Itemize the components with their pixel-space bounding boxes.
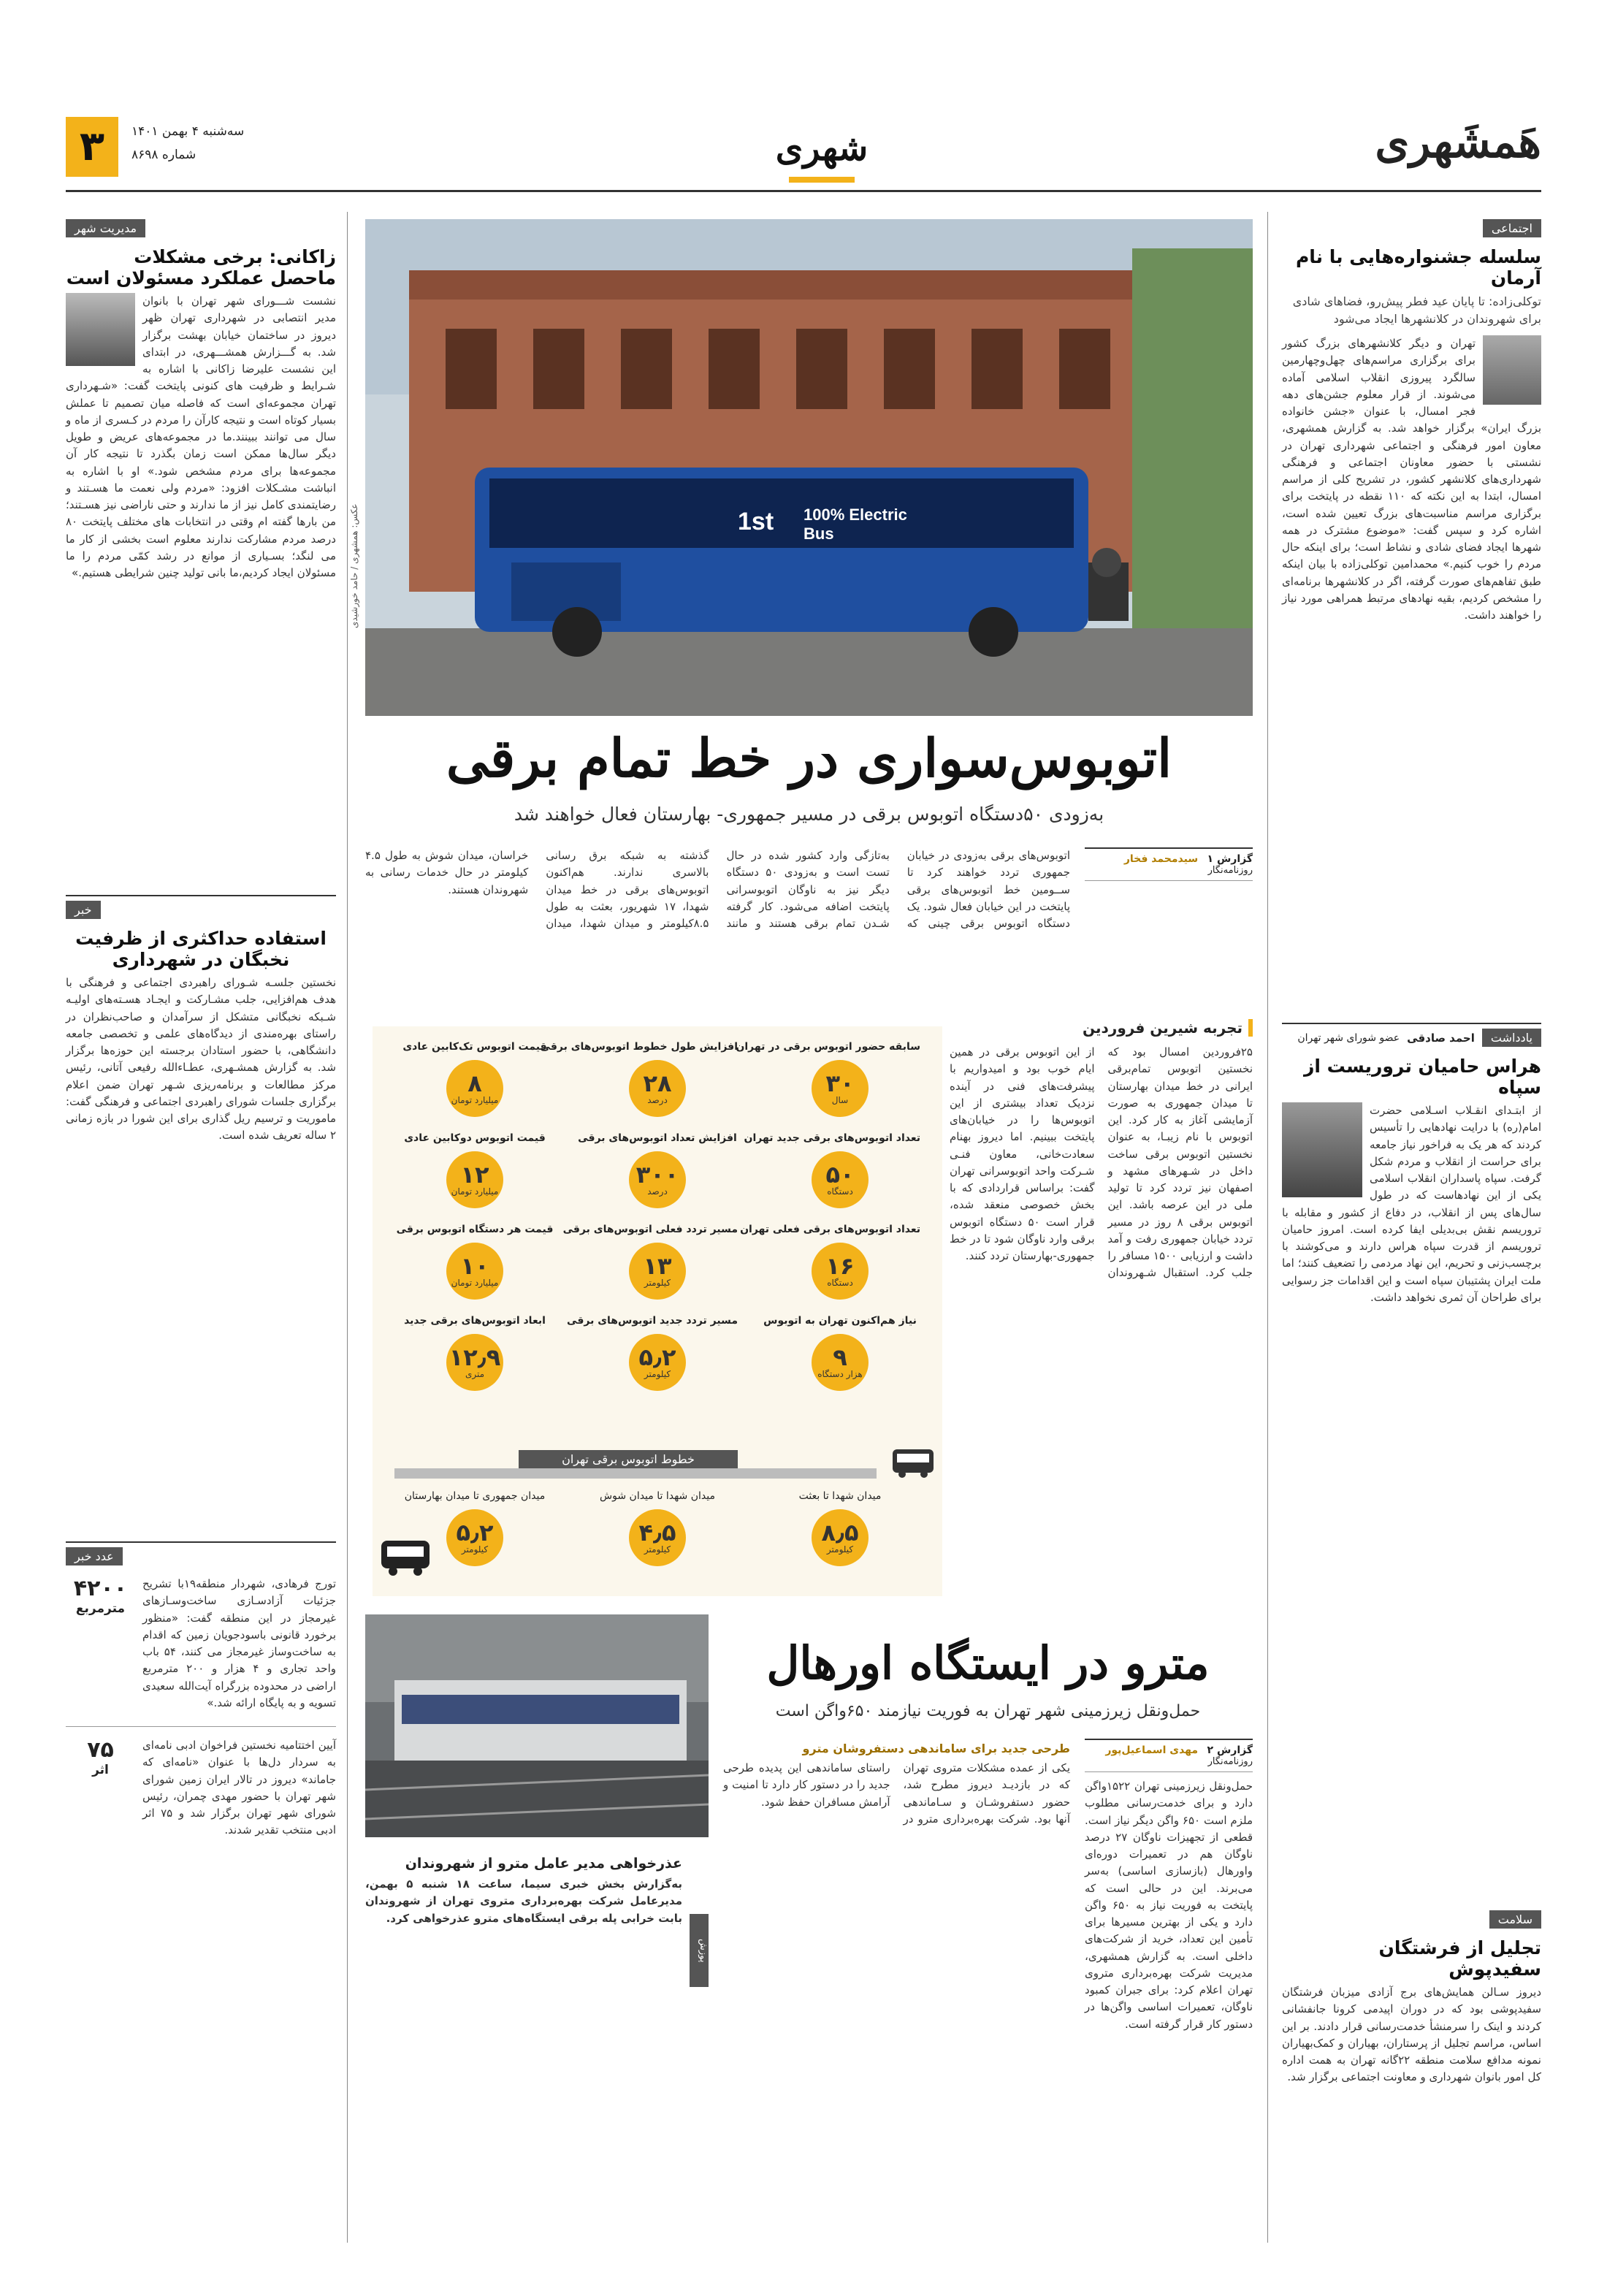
reporter-name: سید‌محمد فخار [1123, 853, 1199, 865]
brand-logo: هَمشَهری [1375, 117, 1541, 168]
metro-body [723, 1739, 1253, 2235]
section-first-experience [950, 1019, 1253, 1593]
stat-circle [812, 1243, 869, 1300]
stat-value: ۱۲٫۹ [448, 1343, 501, 1371]
article-lead: توکلی‌زاده: تا پایان عید فطر پیش‌رو، فضاهای شادی برای شهروندان در کلانشهرها ایجاد می‌شود [1292, 294, 1541, 326]
section-body: ۲۵فروردین امسال بود که نخستین اتوبوس تمام‌برقی ایرانی در خط میدان بهارستان تا میدان جمهوری به صورت آزمایشی آغاز به کار کرد. این اتوبوس با نام زیبـا، به عنوان نخستین اتوبوس برقی ساخت داخل در شـهرهای مشهد و اصفهان نیز تردد کرد تا تولید ملی در این عرصه باشد. این اتوبوس برقی ۸ روز در مسیر تردد خیابان جمهوری رفت و آمد داشت و ارزیابی ۱۵۰۰ مسافر را جلب کرد. استقبال شـهروندان از این اتوبوس برقی در همین ایام خوب بود و امیدواریم با پیشرفت‌های فنی در آینده نزدیک تعداد بیشتری از این اتوبوس‌ها را در خیابان‌های پایتخت ببینیم. اما دیروز بهنام سعادت‌خانی، معاون فنـی شـرکت واحد اتوبوسرانی تهران گفت: براساس قراردادی که با بخش خصوصی منعقد شده، قرار است ۵۰ دستگاه اتوبوس برقی وارد ناوگان شود تا در خط جمهوری-بهارستان تردد کنند. [950, 1045, 1253, 1280]
author-photo [66, 293, 135, 366]
stat-value: ۸ [467, 1069, 482, 1097]
main-headline: اتوبوس‌سواری در خط تمام برقی [446, 727, 1172, 789]
apology-title: عذرخواهی مدیر عامل مترو از شهروندان [405, 1856, 682, 1872]
number-text: آیین اختتامیه نخستین فراخوان ادبی نامه‌ای به سردار دل‌ها با عنوان «نامه‌ای که جاماند» دیروز در تالار ایران زمین شورای شهر تهران با حضور مهدی چمران، رئیس شورای شهر تهران برگزار شد و ۷۵ اثر ادبی منتخب تقدیر شدند. [142, 1739, 336, 1837]
infographic [373, 1026, 942, 1596]
route-circle [629, 1509, 686, 1566]
infographic-stat [744, 1132, 920, 1208]
stat-label: تعداد اتوبوس‌های برقی جدید تهران [744, 1132, 920, 1144]
metro-headline: مترو در ایستگاه اورهال [766, 1636, 1210, 1690]
section-title: تجربه شیرین فروردین [950, 1019, 1253, 1037]
article-body: نخستین جلسـه شـورای راهبردی اجتماعی و فرهنگی با هدف هم‌افزایی، جلب مشـارکت و ایجـاد هسـته‌های اولیـه شـبکه نخبگانی متشکل از سرآمدان و صاحب‌نظران در راستای بهره‌مندی از دیدگاه‌های علمی و تخصصی جامعه دانشگاهی، با حضور استادان برجسته این حوزه‌ها برگزار شد. به گزارش همشـهری، عطـاءالله رفیعی آتانی، رئیس مرکز مطالعات و برنامه‌ریزی شـهر تهران ضمن اعلام برگزاری جلسات شورای راهبردی اجتماعی و فرهنگی گفت: ماموریت و ترسیم ریل گذاری برای این شورا در بازه زمانی ۲ ساله تعریف شده است. [66, 976, 336, 1143]
photo-label: پوزش [690, 1914, 709, 1987]
section-underline [789, 177, 855, 183]
number-value: ۷۵ [87, 1737, 114, 1763]
bus-icon [891, 1446, 935, 1479]
stat-circle [629, 1243, 686, 1300]
stat-unit: درصد [647, 1095, 668, 1105]
issue-number: شماره ۸۶۹۸ [131, 148, 196, 162]
section-tag: خبر [66, 901, 101, 919]
metro-apology-box [365, 1856, 709, 2235]
section-tag: سلامت [1489, 1910, 1541, 1929]
note-article [1282, 1023, 1541, 1898]
stat-unit: دستگاه [827, 1278, 853, 1288]
stat-label: افزایش تعداد اتوبوس‌های برقی [578, 1132, 737, 1144]
stat-unit: کیلومتر [644, 1278, 671, 1288]
number-unit: مترمربع [75, 1601, 126, 1616]
stat-label: ابعاد اتوبوس‌های برقی جدید [404, 1315, 546, 1327]
column-divider [347, 212, 348, 2243]
stat-label: تعداد اتوبوس‌های برقی فعلی تهران [740, 1224, 920, 1235]
infographic-stat [736, 1041, 920, 1117]
stat-circle [629, 1151, 686, 1208]
article-title: استفاده حداکثری از ظرفیت نخبگان در شهرداری [75, 928, 327, 970]
stat-label: قیمت اتوبوس تک‌کابین عادی [402, 1041, 547, 1053]
stat-unit: متری [465, 1369, 485, 1379]
section-tag: یادداشت [1482, 1029, 1541, 1047]
stat-unit: میلیارد تومان [451, 1095, 499, 1105]
article-body: حمل‌ونقل زیرزمینی تهران ۱۵۲۲واگن دارد و برای خدمت‌رسانی مطلوب ملزم است ۶۵۰ واگن دیگر نیاز است. قطعی از تجهیزات ناوگان ۲۷ درصد ناوگان هم در تعمیرات دوره‌ای واورهال (بازسازی اساسی) به‌سر می‌برند. این در حالی است که پایتخت به فوریت نیاز به ۶۵۰ واگن دارد و یکی از بهترین مسیرها برای تأمین این تعداد، خرید از شرکت‌های داخلی است. به گزارش همشهری، مدیریت شرکت بهره‌برداری متروی تهران اعلام کرد: برای جبران کمبود ناوگان، تعمیرات اساسی واگن‌ها در دستور کار قرار گرفته است. [1085, 1780, 1253, 2031]
stat-value: ۳۰ [825, 1069, 855, 1097]
subsection-body: یکی از عمده مشکلات متروی تهران که در بازدیـد دیروز مطرح شد، حضور دستفروشـان و سـاماندهی آنها بود. شرکت بهره‌برداری مترو در راستای ساماندهی این پدیده طرحی جدید را در دستور کار دارد تا امنیت و آرامش مسافران حفظ شود. [723, 1761, 1070, 1826]
subsection-title: طرحی جدید برای ساماندهی دستفروشان مترو [802, 1742, 1070, 1755]
author-name: احمد صادقی [1407, 1031, 1475, 1045]
stat-unit: میلیارد تومان [451, 1278, 499, 1288]
report-label: گزارش ۲ [1207, 1744, 1253, 1756]
column-divider [1267, 212, 1268, 2243]
author-photo [1282, 1102, 1362, 1197]
article-body: دیروز سـالن همایش‌های برج آزادی میزبان فرشتگان سفیدپوشی بود که در دوران اپیدمی کرونا جانفشانی کردند و اینک را سرمنشأ خدمت‌رسانی قرار دادند. بر این اساس، مراسم تجلیل از پرستاران، بهیاران و کمک‌بهیاران نمونه مدافع سلامت منطقه ۲۲گانه تهران به همت اداره کل امور بانوان شهرداری و معاونت اجتماعی برگزار شد. [1282, 1986, 1541, 2084]
author-photo [1483, 335, 1541, 405]
bus-photo [349, 219, 1253, 716]
section-tag: اجتماعی [1483, 219, 1541, 237]
section-tag: مدیریت شهر [66, 219, 145, 237]
infographic-stat [394, 1041, 555, 1117]
infographic-stat [562, 1224, 738, 1300]
infographic-stat [567, 1315, 738, 1391]
stat-label: قیمت هر دستگاه اتوبوس برقی [396, 1224, 554, 1235]
article-body: اتوبوس‌های برقی به‌زودی در خیابان جمهوری تردد خواهند کرد تا ســومین خط اتوبوس‌های برقی پایتخت در این خیابان فعال شود. یک دستگاه اتوبوس برقی چینی که به‌تازگی وارد کشور شده در حال تست است و به‌زودی ۵۰ دستگاه دیگر نیز به ناوگان اتوبوسرانی پایتخت اضافه می‌شود. کار گرفته شـدن تمام برقی هستند و مانند گذشته به شبکه برق رسانی بالاسری ندارند. هم‌اکنون اتوبوس‌های برقی در خط میدان شهدا، ۱۷ شهریور، بعثت به طول ۸.۵کیلومتر و میدان شهدا، میدان خراسان، میدان شوش به طول ۴.۵ کیلومتر در حال خدمات رسانی به شهروندان هستند. [365, 849, 1070, 930]
header-rule [66, 190, 1541, 192]
stat-value: ۱۳ [643, 1252, 672, 1280]
report-label: گزارش ۱ [1207, 853, 1253, 865]
metro-subtitle: حمل‌ونقل زیرزمینی شهر تهران به فوریت نیازمند ۶۵۰واگن است [775, 1702, 1201, 1720]
infographic-stat [394, 1315, 555, 1391]
stat-value: ۳۰۰ [635, 1161, 679, 1189]
stat-value: ۱۶ [825, 1252, 855, 1280]
route-label: میدان شهدا تا بعثت [798, 1490, 882, 1502]
infographic-stat [394, 1224, 555, 1300]
stat-circle [446, 1243, 503, 1300]
route-unit: کیلومتر [644, 1544, 671, 1555]
article-title: هراس حامیان تروریست از سپاه [1304, 1056, 1541, 1098]
route-stop [577, 1490, 738, 1566]
section-title: شهری [775, 128, 869, 169]
route-value: ۴٫۵ [638, 1519, 676, 1546]
route-value: ۸٫۵ [821, 1519, 859, 1546]
infographic-stat [760, 1315, 920, 1391]
number-unit: اثر [92, 1763, 109, 1777]
stat-circle [812, 1060, 869, 1117]
infographic-stat [394, 1132, 555, 1208]
stat-unit: دستگاه [827, 1186, 853, 1197]
number-value: ۴۲۰۰ [73, 1576, 128, 1601]
stat-value: ۲۸ [643, 1069, 672, 1097]
page-number: ۳ [66, 117, 118, 177]
route-line-title: خطوط اتوبوس برقی تهران [519, 1450, 738, 1468]
article-body: نشست شـــورای شهر تهران با بانوان مدیر انتصابی در شهرداری تهران ظهر دیروز در ساختمان خیابان بهشت برگزار شد. به گـــزارش همشـــهری، در ابتدای این نشست علیرضا زاکانی با اشاره به شـرایط و ظرفیت های کنونی پایتخت گفت: «شـهرداری تهران مجموعه‌ای است که فاصله میان تصمیم تا عملش بسیار کوتاه است و نتیجه کارآن را مردم در کـسری از ماه و سال می توانند ببینند.ما در مجموعه‌های عریض و طویل دیگر سال‌ها ممکن است زمان بگذرد تا نتیجه کار آن مجموعه‌ها برای مردم مشخص شود.» او با اشاره به انباشت مشـکلات افزود: «مردم ولی نعمت ما هسـتند و رضایتمندی کامل نیز از ما ندارند و حتی ناراضی نیز هسـتند؛ من بارها گفته ام وقتی در انتخابات های مختلف پایتخت ۸۰ درصد مردم مشارکت ندارند معلوم است بخشی از کار ما می لنگد؛ بسـیاری از موانع در رشد کمّی مردم را ما مسئولان ایجاد کردیم،ما بانی تولید چنین شرایطی هستیم.» [66, 294, 336, 579]
author-role: عضو شورای شهر تهران [1297, 1031, 1400, 1044]
infographic-stat [740, 1224, 920, 1300]
city-management-article [66, 219, 336, 877]
infographic-stat [577, 1132, 738, 1208]
issue-date: سه‌شنبه ۴ بهمن ۱۴۰۱ [131, 124, 245, 139]
article-body: از ابتـدای انقـلاب اسـلامی حضرت امام(ره) با درایت نهادهایی را تأسیس کردند که هر یک به فراخور نیاز جامعه برای حراست از انقلاب و مردم شکل گرفت. سپاه پاسداران انقلاب اسلامی یکی از این نهادهاست که در طول سال‌های پس از انقلاب، در دفاع از کشور و مقابله با تروریسم نقش بی‌بدیلی ایفا کرده است. امروز حامیان تروریسم از قدرت سپاه هراس دارند و می‌کوشند با برچسب‌زنی و تحریم، این نهاد مردمی را تضعیف کنند؛ اما ملت ایران پشتیبان سپاه است و این اقدامات جز رسوایی برای طراحان آن ثمری نخواهد داشت. [1282, 1104, 1541, 1304]
metro-photo [365, 1614, 709, 1837]
article-title: سلسله جشنواره‌هایی با نام آرمان [1295, 246, 1541, 289]
route-line [394, 1468, 877, 1479]
infographic-stat [540, 1041, 738, 1117]
stat-circle [446, 1334, 503, 1391]
photo-credit: عکس: همشهری / حامد خورشیدی [349, 503, 359, 628]
stat-circle [446, 1151, 503, 1208]
bus-icon [380, 1538, 431, 1578]
route-label: میدان جمهوری تا میدان بهارستان [404, 1490, 546, 1502]
apology-body: به‌گزارش بخش خبری سیما، ساعت ۱۸ شنبه ۵ بهمن، مدیرعامل شرکت بهره‌برداری متروی تهران از شهروندان بابت خرابی پله برقی ایستگاه‌های مترو عذرخواهی کرد. [365, 1877, 682, 1925]
article-title: زاکانی: برخی مشکلات ماحصل عملکرد مسئولان است [66, 246, 336, 289]
stat-unit: سال [831, 1095, 849, 1105]
stat-circle [629, 1060, 686, 1117]
stat-value: ۱۰ [460, 1252, 489, 1280]
stat-label: قیمت اتوبوس دوکابین عادی [404, 1132, 546, 1144]
stat-value: ۵٫۲ [638, 1343, 676, 1371]
main-subtitle: به‌زودی ۵۰دستگاه اتوبوس برقی در مسیر جمهوری- بهارستان فعال خواهند شد [514, 804, 1104, 825]
route-unit: کیلومتر [826, 1544, 854, 1555]
stat-label: افزایش طول خطوط اتوبوس‌های برقی [540, 1041, 738, 1053]
news-article [66, 895, 336, 1529]
article-title: تجلیل از فرشتگان سفیدپوش [1378, 1937, 1541, 1980]
stat-unit: هزار دستگاه [817, 1369, 863, 1379]
stat-value: ۵۰ [825, 1161, 855, 1189]
stat-value: ۱۲ [460, 1161, 489, 1189]
stat-unit: میلیارد تومان [451, 1186, 499, 1197]
stat-label: مسیر تردد فعلی اتوبوس‌های برقی [562, 1224, 738, 1235]
stat-circle [446, 1060, 503, 1117]
bus-text-electric: 100% Electric Bus [804, 506, 907, 544]
stat-label: مسیر تردد جدید اتوبوس‌های برقی [567, 1315, 738, 1327]
route-stop [760, 1490, 920, 1566]
main-body [365, 847, 1253, 1004]
stat-label: نیاز هم‌اکنون تهران به اتوبوس [763, 1315, 917, 1327]
reporter-role: روزنامه‌نگار [1207, 1756, 1253, 1767]
stat-circle [629, 1334, 686, 1391]
stat-circle [812, 1334, 869, 1391]
page-header [66, 88, 1541, 175]
route-label: میدان شهدا تا میدان شوش [600, 1490, 715, 1502]
stat-label: سابقه حضور اتوبوس برقی در تهران [736, 1041, 920, 1053]
article-body: تهران و دیگر کلانشهرهای بزرگ کشور برای برگزاری مراسم‌های چهل‌وچهارمین سالگرد پیروزی انقلاب اسلامی آماده می‌شوند. از قرار معلوم جشن‌های دهه فجر امسال، با عنوان «جشن خانواده بزرگ ایران» برگزار خواهد شد. به گزارش همشهری، معاون امور فرهنگی و اجتماعی شهرداری تهران در نشستی با حضور معاونان اجتماعی و فرهنگی شهرداری‌های کلانشهر کشور، در تشریح کلی از مراسم امسال، ابتدا به این نکته که ۱۱۰ نقطه در پایتخت برای برگزاری مراسم مناسبت‌های بزرگ تعیین شده است، اشاره کرد و سپس گفت: «موضوع مشترک در همه شهرها ایجاد فضای شادی و نشاط است؛ برای اینکه حال مردم را خوب کنیم.» محمدامین توکلی‌زاده با بیان اینکه طبق تفاهم‌های صورت گرفته، اگر در کلانشهرها برنامه‌ای را مشخص کردیم، بقیه نهادهای مرتبط همراهی مورد نیاز را خواهند داشت. [1282, 337, 1541, 622]
stat-unit: کیلومتر [644, 1369, 671, 1379]
stat-value: ۹ [833, 1343, 847, 1371]
bus-text-first: 1st [738, 508, 774, 535]
section-tag: عدد خبر [66, 1547, 123, 1565]
bus-illustration [365, 219, 1253, 716]
route-unit: کیلومتر [461, 1544, 489, 1555]
reporter-role: روزنامه‌نگار [1207, 865, 1253, 876]
route-value: ۵٫۲ [456, 1519, 494, 1546]
stat-unit: درصد [647, 1186, 668, 1197]
numbers-box [66, 1541, 336, 2241]
social-article [1282, 219, 1541, 1004]
reporter-name: مهدی اسماعیل‌پور [1105, 1744, 1199, 1756]
route-circle [446, 1509, 503, 1566]
stat-circle [812, 1151, 869, 1208]
number-text: تورج فرهادی، شهردار منطقه۱۹با تشریح جزئیات آزادسـازی ساخت‌وسـازهای غیرمجاز در این منطقه گفت: «منظور برخورد قانونی باسودجویان زمین که اقدام به ساخت‌وساز غیرمجاز می کنند، ۵۴ باب واحد تجاری و ۴ هزار و ۲۰۰ مترمربع اراضی در محدوده بزرگراه آیت‌الله سعیدی تسویه و به پایگاه ارائه شد.» [142, 1577, 336, 1709]
route-circle [812, 1509, 869, 1566]
health-article [1282, 1910, 1541, 2232]
